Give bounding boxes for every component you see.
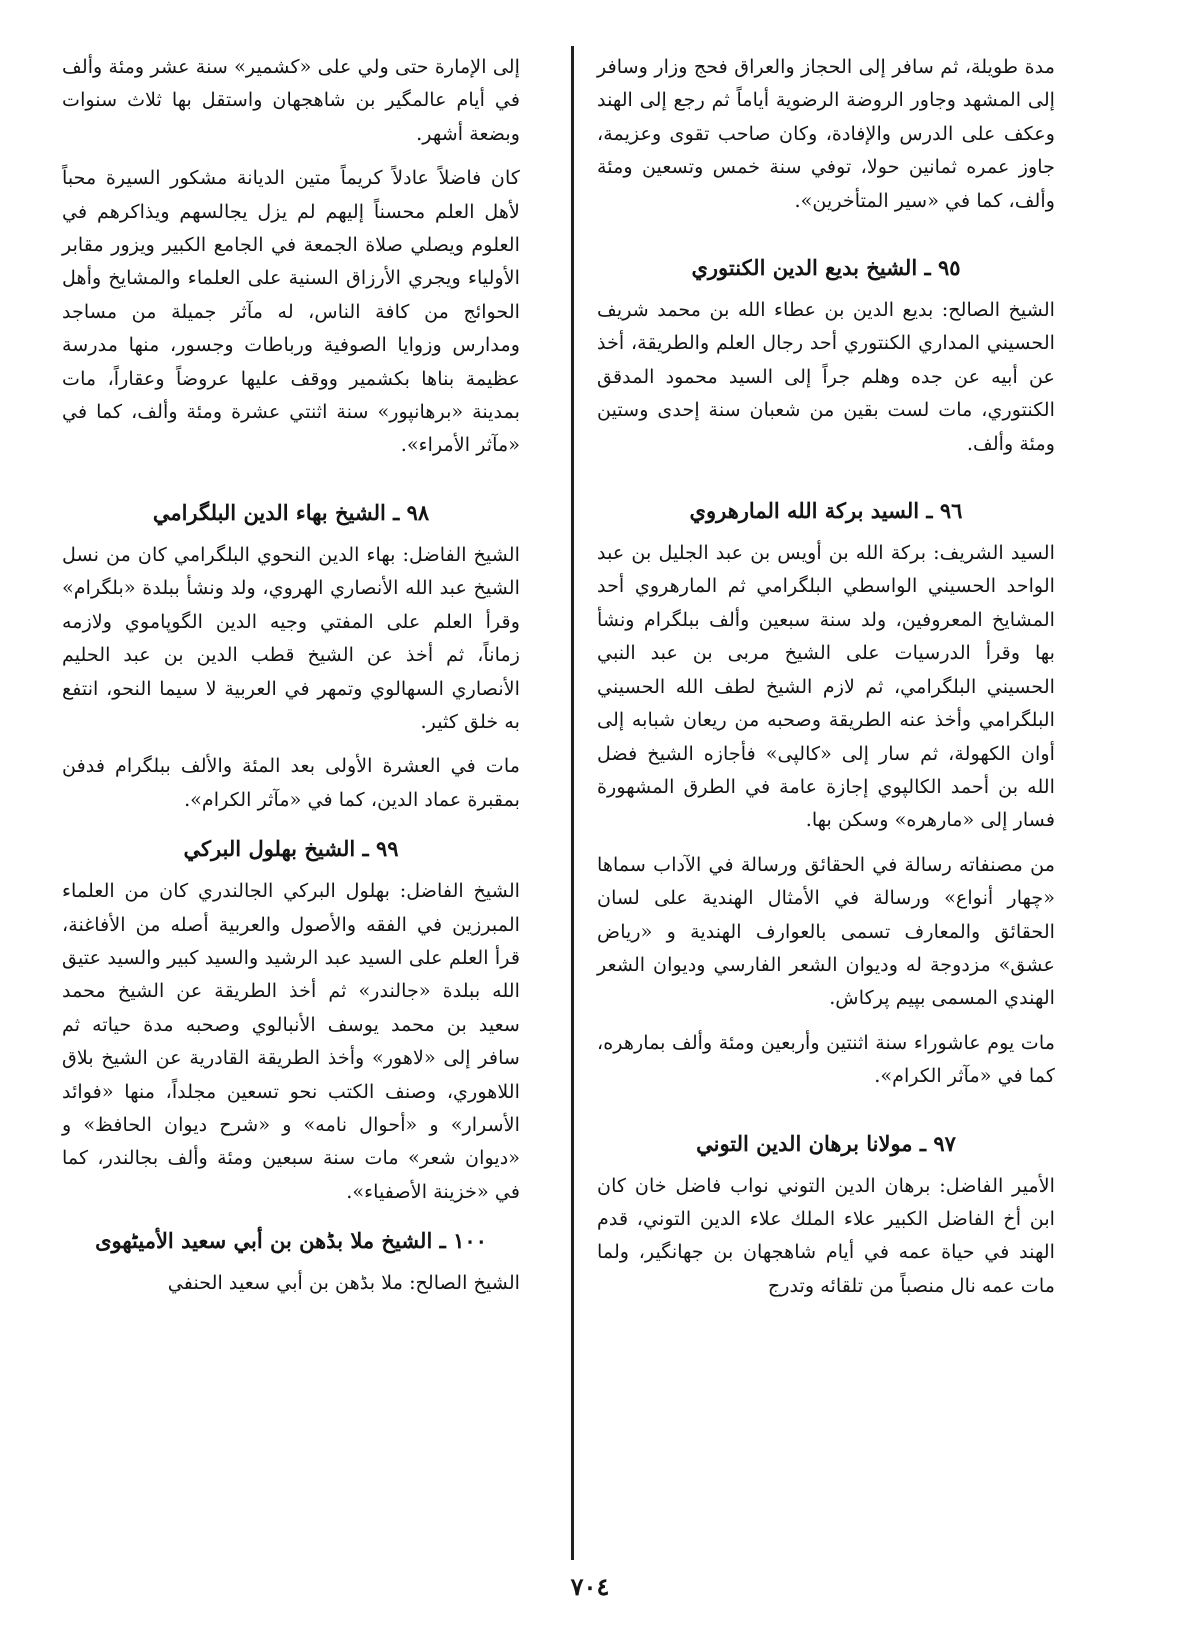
- paragraph: الشيخ الصالح: ملا بڈهن بن أبي سعيد الحنفي: [167, 1271, 520, 1295]
- paragraph: الأمير الفاضل: برهان الدين التوني نواب فاضل خان كان ابن أخ الفاضل الكبير علاء الملك علاء الدين التوني، قدم الهند في حياة عمه في أيام شاهجهان بن جهانگير، ولما مات عمه نال منصباً من تلقائه وتدرج: [597, 1173, 1055, 1297]
- entry-heading-96: ٩٦ ـ السيد بركة الله المارهروي: [689, 498, 963, 524]
- paragraph: مدة طويلة، ثم سافر إلى الحجاز والعراق فحج وزار وسافر إلى المشهد وجاور الروضة الرضوية أياماً ثم رجع إلى الهند وعكف على الدرس والإفادة، وكان صاحب تقوى وعزيمة، جاوز عمره ثمانين حولا، توفي سنة خمس وتسعين ومئة وألف، كما في «سير المتأخرين».: [597, 55, 1055, 212]
- paragraph: مات يوم عاشوراء سنة اثنتين وأربعين ومئة وألف بمارهره، كما في «مآثر الكرام».: [597, 1030, 1055, 1088]
- entry-heading-97: ٩٧ ـ مولانا برهان الدين التوني: [696, 1130, 956, 1156]
- paragraph: من مصنفاته رسالة في الحقائق ورسالة في الآداب سماها «چهار أنواع» ورسالة في الأمثال الهندية على لسان الحقائق والمعارف تسمى بالعوارف الهندية و «رياض عشق» مزدوجة له وديوان الشعر الفارسي وديوان الشعر الهندي المسمى بپيم پركاش.: [597, 852, 1055, 1010]
- paragraph: الشيخ الفاضل: بهاء الدين النحوي البلگرامي كان من نسل الشيخ عبد الله الأنصاري الهروي، ولد ونشأ ببلدة «بلگرام» وقرأ العلم على المفتي وجيه الدين الگوپاموي ولازمه زماناً، ثم أخذ عن الشيخ قطب الدين بن عبد الحليم الأنصاري السهالوي وتمهر في العربية لا سيما النحو، انتفع به خلق كثير.: [62, 542, 520, 733]
- entry-heading-99: ٩٩ ـ الشيخ بهلول البركي: [183, 836, 399, 862]
- paragraph: الشيخ الفاضل: بهلول البركي الجالندري كان من العلماء المبرزين في الفقه والأصول والعربية أصله من الأفاغنة، قرأ العلم على السيد عبد الرشيد والسيد كبير والسيد عتيق الله ببلدة «جالندر» ثم أخذ الطريقة عن الشيخ محمد سعيد بن محمد يوسف الأنبالوي وصحبه مدة حياته ثم سافر إلى «لاهور» وأخذ الطريقة القادرية عن الشيخ بلاق اللاهوري، وصنف الكتب نحو تسعين مجلداً، منها «فوائد الأسرار» و «أحوال نامه» و «شرح ديوان الحافظ» و «ديوان شعر» مات سنة سبعين ومئة وألف بجالندر، كما في «خزينة الأصفياء».: [62, 879, 520, 1203]
- paragraph: السيد الشريف: بركة الله بن أويس بن عبد الجليل بن عبد الواحد الحسيني الواسطي البلگرامي ثم المارهروي أحد المشايخ المعروفين، ولد سنة سبعين وألف ببلگرام ونشأ بها وقرأ الدرسيات على الشيخ مربى بن عبد النبي الحسيني البلگرامي، ثم لازم الشيخ لطف الله الحسيني البلگرامي وأخذ عنه الطريقة وصحبه من ريعان شبابه إلى أوان الكهولة، ثم سار إلى «كالپى» فأجازه الشيخ فضل الله بن أحمد الكالپوي إجازة عامة في الطرق المشهورة فسار إلى «مارهره» وسكن بها.: [597, 541, 1055, 832]
- paragraph: إلى الإمارة حتى ولي على «كشمير» سنة عشر ومئة وألف في أيام عالمگير بن شاهجهان واستقل بها ثلاث سنوات وبضعة أشهر.: [62, 55, 520, 145]
- paragraph: مات في العشرة الأولى بعد المئة والألف ببلگرام فدفن بمقبرة عماد الدين، كما في «مآثر الكرام».: [62, 754, 520, 811]
- entry-heading-100: ١٠٠ ـ الشيخ ملا بڈهن بن أبي سعيد الأميٹهوى: [95, 1228, 487, 1254]
- paragraph: الشيخ الصالح: بديع الدين بن عطاء الله بن محمد شريف الحسيني المداري الكنتوري أحد رجال العلم والطريقة، أخذ عن أبيه عن جده وهلم جراً إلى السيد محمود المدقق الكنتوري، مات لست بقين من شعبان سنة إحدى وستين ومئة وألف.: [597, 298, 1055, 455]
- right-column: [597, 50, 1055, 1313]
- entry-heading-98: ٩٨ ـ الشيخ بهاء الدين البلگرامي: [152, 499, 430, 525]
- paragraph: كان فاضلاً عادلاً كريماً متين الديانة مشكور السيرة محباً لأهل العلم محسناً إليهم لم يزل يجالسهم ويذاكرهم في العلوم ويصلي صلاة الجمعة في الجامع الكبير ويزور مقابر الأولياء ويجري الأرزاق السنية على العلماء والمشايخ وأهل الحوائج من كافة الناس، له مآثر جميلة من مساجد ومدارس وزوايا الصوفية ورباطات وجسور، منها مدرسة عظيمة بناها بكشمير ووقف عليها عروضاً وعقاراً، مات بمدينة «برهانپور» سنة اثنتي عشرة ومئة وألف، كما في «مآثر الأمراء».: [62, 166, 520, 457]
- column-divider: [571, 46, 574, 1560]
- entry-heading-95: ٩٥ ـ الشيخ بديع الدين الكنتوري: [691, 255, 961, 281]
- page-number: ٧٠٤: [570, 1572, 610, 1601]
- left-column: [62, 50, 520, 1311]
